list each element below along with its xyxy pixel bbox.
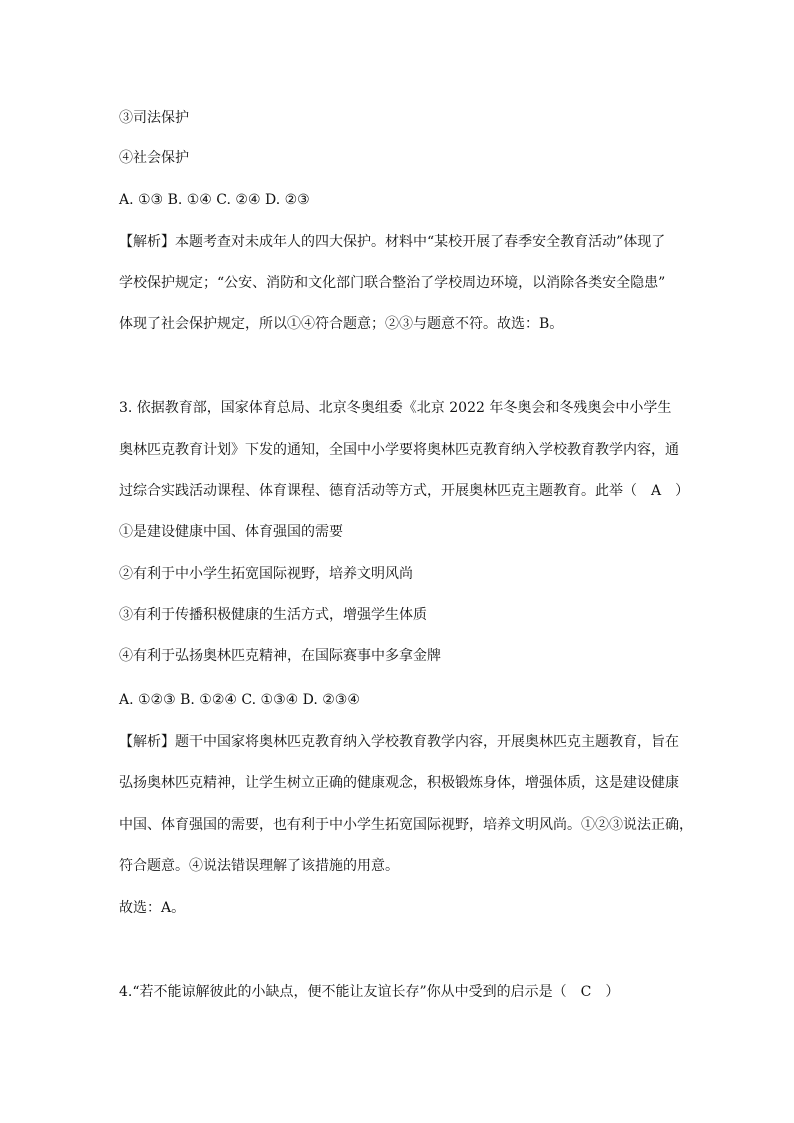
prev-option-4: ④社会保护 <box>119 150 189 166</box>
q4-stem: 4.“若不能谅解彼此的小缺点，便不能让友谊长存”你从中受到的启示是（ C ） <box>119 984 620 1000</box>
prev-analysis-line-1: 【解析】本题考查对未成年人的四大保护。材料中“某校开展了春季安全教育活动”体现了 <box>119 234 666 250</box>
prev-option-3: ③司法保护 <box>119 110 189 126</box>
q3-stem-line-3: 过综合实践活动课程、体育课程、德育活动等方式，开展奥林匹克主题教育。此举（ A ） <box>119 483 690 499</box>
q3-option-3: ③有利于传播积极健康的生活方式，增强学生体质 <box>119 607 427 623</box>
q3-analysis-line-2: 弘扬奥林匹克精神，让学生树立正确的健康观念，积极锻炼身体，增强体质，这是建设健康 <box>119 775 679 791</box>
q3-choices: A. ①②③ B. ①②④ C. ①③④ D. ②③④ <box>119 692 360 708</box>
q3-option-2: ②有利于中小学生拓宽国际视野，培养文明风尚 <box>119 566 413 582</box>
prev-analysis-line-2: 学校保护规定；“公安、消防和文化部门联合整治了学校周边环境，以消除各类安全隐患” <box>119 275 666 291</box>
prev-analysis-line-3: 体现了社会保护规定，所以①④符合题意；②③与题意不符。故选：B。 <box>119 316 564 332</box>
q3-analysis-line-3: 中国、体育强国的需要，也有利于中小学生拓宽国际视野，培养文明风尚。①②③说法正确， <box>119 817 693 833</box>
q3-analysis-line-1: 【解析】题干中国家将奥林匹克教育纳入学校教育教学内容，开展奥林匹克主题教育，旨在 <box>119 734 679 750</box>
q3-option-4: ④有利于弘扬奥林匹克精神，在国际赛事中多拿金牌 <box>119 648 441 664</box>
q3-answer: 故选：A。 <box>119 900 186 916</box>
q3-option-1: ①是建设健康中国、体育强国的需要 <box>119 524 343 540</box>
q3-stem-line-2: 奥林匹克教育计划》下发的通知，全国中小学要将奥林匹克教育纳入学校教育教学内容，通 <box>119 442 679 458</box>
q3-analysis-line-4: 符合题意。④说法错误理解了该措施的用意。 <box>119 858 399 874</box>
prev-choices: A. ①③ B. ①④ C. ②④ D. ②③ <box>119 192 310 208</box>
q3-stem-line-1: 3. 依据教育部，国家体育总局、北京冬奥组委《北京 2022 年冬奥会和冬残奥会中小学生 <box>119 400 672 416</box>
